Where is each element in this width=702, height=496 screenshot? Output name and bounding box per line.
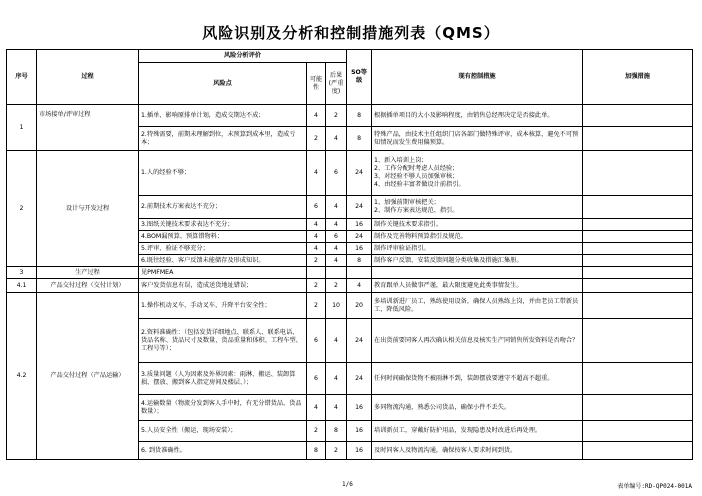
- cell-so: 24: [347, 363, 372, 395]
- cell-consequence: 10: [326, 293, 347, 319]
- cell-consequence: 6: [326, 151, 347, 196]
- cell-risk: 3.图纸关键技术要求表达不充分；: [139, 219, 307, 231]
- cell-possibility: 2: [307, 293, 326, 319]
- cell-so: 8: [347, 255, 372, 267]
- cell-so: 24: [347, 151, 372, 196]
- cell-possibility: 6: [307, 196, 326, 219]
- risk-table: [6, 49, 693, 460]
- cell-risk: 1.操作机动叉车、手动叉车、升降平台安全性；: [139, 293, 307, 319]
- cell-so: 8: [347, 105, 372, 127]
- cell-process: 产品交付过程（产品运输）: [37, 293, 139, 460]
- cell-consequence: 2: [326, 105, 347, 127]
- cell-control: 制作评审验证指引。: [372, 243, 583, 255]
- cell-possibility: 2: [307, 127, 326, 151]
- cell-enhance: [583, 127, 693, 151]
- cell-risk: 1.插单，影响原排单计划，造成交期达不成；: [139, 105, 307, 127]
- cell-enhance: [583, 279, 693, 293]
- cell-consequence: 4: [326, 319, 347, 363]
- header-risk-eval: 风险分析评价: [139, 50, 347, 63]
- cell-risk: 4.运输数量（物流分发到客人手中时，有无分错货品、货品数量）；: [139, 395, 307, 421]
- cell-consequence: 4: [326, 243, 347, 255]
- cell-possibility: 4: [307, 395, 326, 421]
- cell-risk: 6.既往经验、客户反馈未能储存及形成知识。: [139, 255, 307, 267]
- cell-enhance: [583, 395, 693, 421]
- cell-possibility: 6: [307, 319, 326, 363]
- cell-consequence: 2: [326, 279, 347, 293]
- cell-so: 4: [347, 279, 372, 293]
- cell-process: 生产过程: [37, 267, 139, 279]
- cell-enhance: [583, 319, 693, 363]
- cell-control: 多同物流沟通，熟悉公司货品，确保小件不丢失。: [372, 395, 583, 421]
- cell-consequence: 4: [326, 363, 347, 395]
- cell-control: 及时同客人及物流沟通，确保按客人要求时间到货。: [372, 442, 583, 460]
- cell-control: 任何时间确保货物不被雨淋不到，装卸摆放要遵守不超高不超重。: [372, 363, 583, 395]
- cell-control: 1、新入培训上岗； 2、工作分配时考虑人员经验； 3、对经验不够人员加强审核； 4、由经验丰富者做设计前指引。: [372, 151, 583, 196]
- cell-consequence: 4: [326, 395, 347, 421]
- cell-so: 16: [347, 442, 372, 460]
- cell-control: 多培训新进厂员工，熟练使用设备，确保人员熟练上岗，并由老员工带新员工，降低风险。: [372, 293, 583, 319]
- cell-seq: 2: [7, 151, 37, 267]
- cell-possibility: 4: [307, 151, 326, 196]
- header-enhance: 加强措施: [583, 50, 693, 105]
- cell-so: 20: [347, 293, 372, 319]
- cell-control: [372, 267, 583, 279]
- cell-so: 16: [347, 219, 372, 231]
- cell-risk: 3.质量问题（人为因素及外界因素：雨淋、搬运、装卸算损、摆放、搬到客人指定房间及楼层、）；: [139, 363, 307, 395]
- cell-possibility: 2: [307, 421, 326, 442]
- cell-consequence: 6: [326, 231, 347, 243]
- table-row: [7, 151, 693, 196]
- cell-enhance: [583, 267, 693, 279]
- cell-consequence: 4: [326, 196, 347, 219]
- cell-risk: 2.特殊需要，前期未理解到位，未预算到成本里，造成亏本；: [139, 127, 307, 151]
- cell-enhance: [583, 219, 693, 231]
- cell-process: 设计与开发过程: [37, 151, 139, 267]
- cell-consequence: 4: [326, 127, 347, 151]
- page-title: 风险识别及分析和控制措施列表（QMS）: [202, 24, 500, 42]
- cell-possibility: 6: [307, 363, 326, 395]
- cell-control: 根据插单项目的大小及影响程度，由销售总经理决定是否接此单。: [372, 105, 583, 127]
- cell-possibility: 4: [307, 219, 326, 231]
- cell-process: 市场接单/评审过程: [37, 105, 139, 151]
- cell-possibility: 8: [307, 442, 326, 460]
- table-row: [7, 293, 693, 319]
- cell-enhance: [583, 231, 693, 243]
- header-existing-control: 现有控制措施: [372, 50, 583, 105]
- cell-seq: 4.1: [7, 279, 37, 293]
- header-risk-point: 风险点: [139, 63, 307, 105]
- cell-control: 制作客户反馈、安装反馈问题分类收集及措施汇集册。: [372, 255, 583, 267]
- cell-risk: 2.资料准确性：（包括发货详细地点、联系人、联系电话、货品名称、货品尺寸及数量、货品重量和体积、工程车型、工程号等）；: [139, 319, 307, 363]
- cell-risk: 2.前期技术方案表达不充分；: [139, 196, 307, 219]
- cell-so: 16: [347, 243, 372, 255]
- cell-consequence: 8: [326, 421, 347, 442]
- cell-control: 特殊产品，由技术主任组织门店各部门做特殊评审，成本核算，避免不可预知情况而发生费用偏预算。: [372, 127, 583, 151]
- page-number: 1/6: [342, 481, 353, 488]
- cell-so: [347, 267, 372, 279]
- cell-enhance: [583, 105, 693, 127]
- header-process: 过程: [37, 50, 139, 105]
- cell-consequence: 4: [326, 255, 347, 267]
- cell-enhance: [583, 196, 693, 219]
- cell-enhance: [583, 255, 693, 267]
- header-possibility: 可能性: [307, 63, 326, 105]
- cell-enhance: [583, 293, 693, 319]
- cell-control: 教育跟单人员做事严谨，最大限度避免此类事情发生。: [372, 279, 583, 293]
- cell-possibility: 4: [307, 243, 326, 255]
- cell-seq: 1: [7, 105, 37, 151]
- cell-process: 产品交付过程（交付计划）: [37, 279, 139, 293]
- cell-so: 24: [347, 231, 372, 243]
- cell-risk: 5.人员安全性（搬运，现场安装）；: [139, 421, 307, 442]
- cell-so: 24: [347, 319, 372, 363]
- cell-possibility: 2: [307, 279, 326, 293]
- cell-consequence: [326, 267, 347, 279]
- cell-possibility: 4: [307, 105, 326, 127]
- cell-so: 16: [347, 421, 372, 442]
- cell-enhance: [583, 442, 693, 460]
- cell-possibility: [307, 267, 326, 279]
- table-row: [7, 105, 693, 127]
- cell-seq: 4.2: [7, 293, 37, 460]
- cell-possibility: 2: [307, 255, 326, 267]
- table-row: [7, 267, 693, 279]
- header-consequence: 后果(严重度): [326, 63, 347, 105]
- table-row: [7, 279, 693, 293]
- cell-risk: 5.评审、验证不够充分；: [139, 243, 307, 255]
- cell-risk: 见PMFMEA: [139, 267, 307, 279]
- cell-control: 培训新员工，穿戴好防护用品，发现隐患及时改进后再处理。: [372, 421, 583, 442]
- header-so-level: SO等级: [347, 50, 372, 105]
- cell-control: 制作关键技术要求指引。: [372, 219, 583, 231]
- cell-enhance: [583, 151, 693, 196]
- form-code: 表单编号:RD-QP024-001A: [617, 483, 692, 490]
- cell-control: 在出货前要同客人再次确认相关信息及核实生产同销售所发资料是否吻合？: [372, 319, 583, 363]
- cell-so: 24: [347, 196, 372, 219]
- cell-so: 8: [347, 127, 372, 151]
- cell-risk: 6. 到货准确性。: [139, 442, 307, 460]
- cell-risk: 1.人的经验不够；: [139, 151, 307, 196]
- cell-consequence: 2: [326, 442, 347, 460]
- cell-enhance: [583, 243, 693, 255]
- cell-consequence: 4: [326, 219, 347, 231]
- cell-control: 制作及完善物料预算指引及规范。: [372, 231, 583, 243]
- cell-control: 1、加强前期审核把关； 2、制作方案表达规范、指引。: [372, 196, 583, 219]
- cell-seq: 3: [7, 267, 37, 279]
- cell-so: 16: [347, 395, 372, 421]
- cell-enhance: [583, 363, 693, 395]
- cell-enhance: [583, 421, 693, 442]
- cell-risk: 客户发货信息有误，造成送货地址错误；: [139, 279, 307, 293]
- cell-possibility: 4: [307, 231, 326, 243]
- cell-risk: 4.BOM漏预算、预算错物料；: [139, 231, 307, 243]
- header-seq: 序号: [7, 50, 37, 105]
